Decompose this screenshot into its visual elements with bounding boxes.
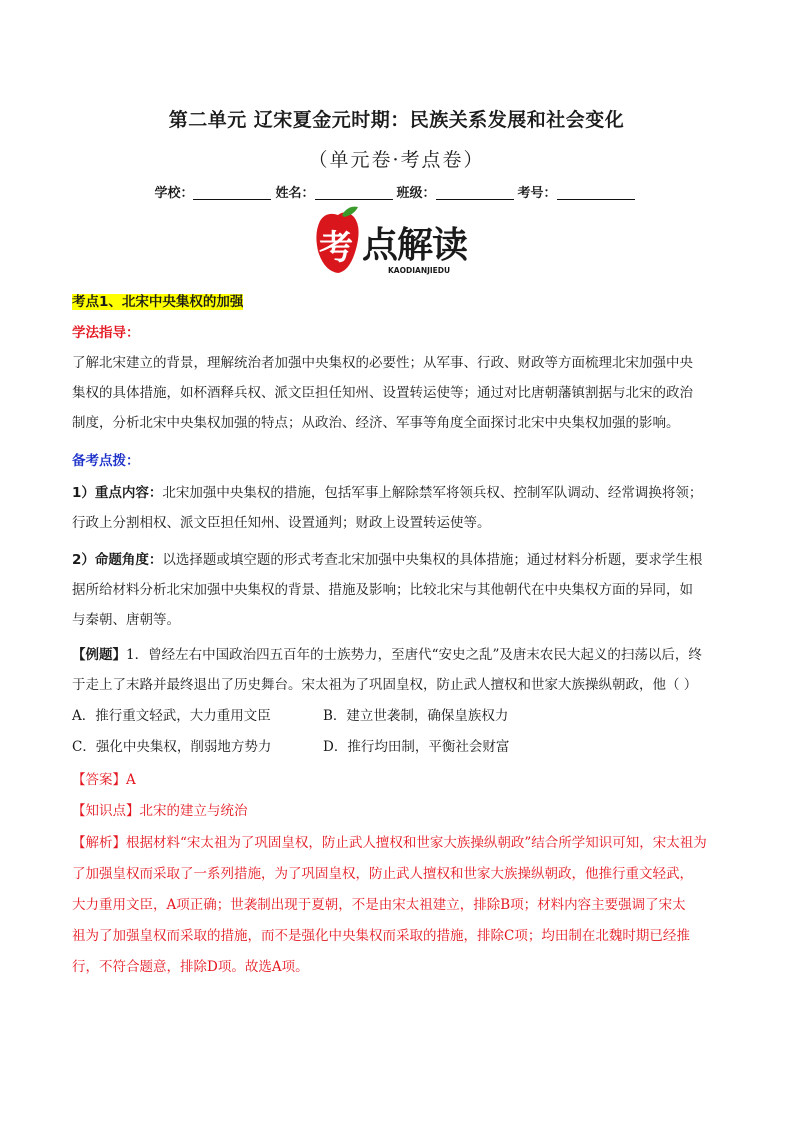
study-line-3: 制度，分析北宋中央集权加强的特点；从政治、经济、军事等角度全面探讨北宋中央集权加强的影响。: [72, 415, 680, 431]
answer-value: A: [126, 772, 136, 788]
study-guide-label: 学法指导：: [72, 325, 140, 341]
option-b: B．建立世袭制，确保皇族权力: [323, 708, 509, 724]
school-label: 学校：: [154, 186, 194, 201]
key-content-line-2: 行政上分割相权、派文臣担任知州、设置通判；财政上设置转运使等。: [72, 515, 491, 531]
exam-prep-label: 备考点拨：: [72, 453, 140, 469]
example-text-1: 1．曾经左右中国政治四五百年的士族势力，至唐代“安史之乱”及唐末农民大起义的扫荡以后，终: [126, 647, 702, 663]
key-content-line-1: [72, 483, 722, 503]
name-label: 姓名：: [275, 186, 315, 201]
document-title: 第二单元 辽宋夏金元时期：民族关系发展和社会变化: [168, 109, 625, 131]
analysis-line-2: 了加强皇权而采取了一系列措施，为了巩固皇权，防止武人擅权和世家大族操纵朝政，他推行重文轻武，: [72, 866, 693, 882]
class-label: 班级：: [396, 186, 436, 201]
key-content-label: 1）重点内容：: [72, 485, 163, 501]
question-angle-text-1: 以选择题或填空题的形式考查北宋加强中央集权的具体措施；通过材料分析题，要求学生根: [162, 552, 703, 568]
logo-char-kao: 考: [319, 228, 353, 268]
name-blank[interactable]: [315, 185, 393, 200]
exam-number-label: 考号：: [517, 186, 557, 201]
question-angle-line-2: 据所给材料分析北宋加强中央集权的背景、措施及影响；比较北宋与其他朝代在中央集权方面的异同，如: [72, 582, 693, 598]
question-angle-line-1: [72, 550, 722, 570]
class-blank[interactable]: [436, 185, 514, 200]
document-subtitle: （单元卷·考点卷）: [308, 149, 485, 171]
key-content-text-1: 北宋加强中央集权的措施，包括军事上解除禁军将领兵权、控制军队调动、经常调换将领；: [162, 485, 703, 501]
option-c: C．强化中央集权，削弱地方势力: [72, 739, 272, 755]
option-a: A．推行重文轻武，大力重用文臣: [72, 708, 271, 724]
question-angle-line-3: 与秦朝、唐朝等。: [72, 612, 180, 628]
kaodian-jiedu-logo: [312, 205, 482, 277]
school-blank[interactable]: [193, 185, 271, 200]
example-line-2: 于走上了末路并最终退出了历史舞台。宋太祖为了巩固皇权，防止武人擅权和世家大族操纵朝政，他（ ）: [72, 677, 698, 693]
analysis-line-1: [72, 833, 722, 853]
student-info-fields: [0, 182, 793, 201]
knowledge-value: 北宋的建立与统治: [139, 803, 248, 819]
question-angle-label: 2）命题角度：: [72, 552, 163, 568]
section-heading: 考点1、北宋中央集权的加强: [72, 294, 244, 310]
analysis-line-5: 行，不符合题意，排除D项。故选A项。: [72, 959, 309, 975]
study-line-2: 集权的具体措施，如杯酒释兵权、派文臣担任知州、设置转运使等；通过对比唐朝藩镇割据与北宋的政治: [72, 385, 693, 401]
study-line-1: 了解北宋建立的背景，理解统治者加强中央集权的必要性；从军事、行政、财政等方面梳理北宋加强中央: [72, 355, 693, 371]
section-heading-row: [72, 292, 722, 312]
knowledge-row: [72, 801, 722, 821]
exam-number-blank[interactable]: [557, 185, 635, 200]
example-label: 【例题】: [72, 647, 126, 663]
example-line-1: [72, 645, 722, 665]
option-d: D．推行均田制，平衡社会财富: [323, 739, 510, 755]
analysis-line-4: 祖为了加强皇权而采取的措施，而不是强化中央集权而采取的措施，排除C项；均田制在北魏时期已经推: [72, 928, 690, 944]
answer-row: [72, 770, 722, 790]
logo-text-dianjiedu: 点解读: [362, 225, 468, 266]
knowledge-label: 【知识点】: [72, 803, 140, 819]
logo-pinyin: KAODIANJIEDU: [388, 266, 451, 275]
answer-label: 【答案】: [72, 772, 126, 788]
analysis-label: 【解析】: [72, 835, 126, 851]
analysis-text-1: 根据材料“宋太祖为了巩固皇权，防止武人擅权和世家大族操纵朝政”结合所学知识可知，宋太祖为: [126, 835, 707, 851]
analysis-line-3: 大力重用文臣，A项正确；世袭制出现于夏朝，不是由宋太祖建立，排除B项；材料内容主要强调了宋太: [72, 897, 686, 913]
